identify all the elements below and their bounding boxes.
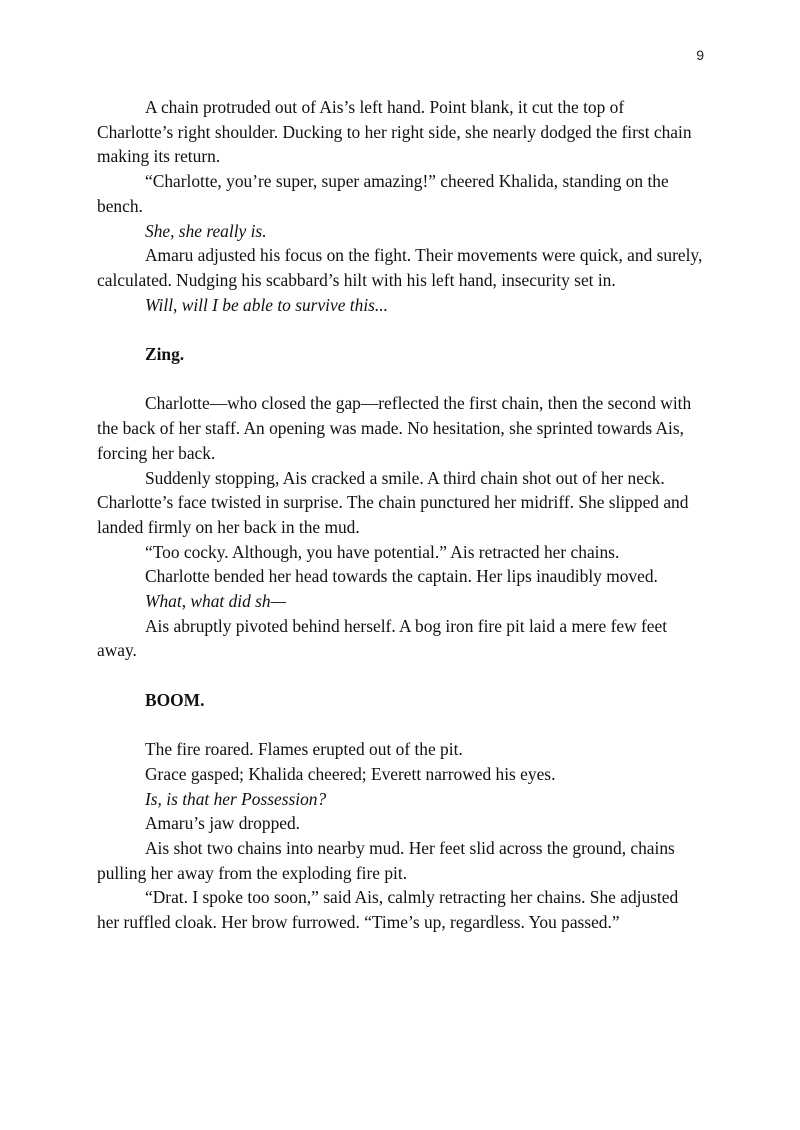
sound-effect: BOOM. bbox=[145, 689, 205, 710]
blank-line bbox=[97, 713, 703, 738]
sound-effect: Zing. bbox=[145, 344, 185, 365]
paragraph: “Too cocky. Although, you have potential.” Ais retracted her chains. bbox=[145, 541, 620, 562]
blank-line bbox=[97, 663, 703, 688]
document-body bbox=[97, 95, 703, 935]
paragraph: The fire roared. Flames erupted out of the pit. bbox=[145, 739, 463, 760]
paragraph: A chain protruded out of Ais’s left hand. Point blank, it cut the top of Charlotte’s right shoulder. Ducking to her right side, she nearly dodged the first chain making its return. bbox=[97, 97, 692, 167]
page-number: 9 bbox=[696, 47, 704, 63]
paragraph: “Charlotte, you’re super, super amazing!” cheered Khalida, standing on the bench. bbox=[97, 171, 669, 216]
paragraph: Suddenly stopping, Ais cracked a smile. A third chain shot out of her neck. Charlotte’s face twisted in surprise. The chain punctured her midriff. She slipped and landed firmly on her back in the mud. bbox=[97, 467, 689, 537]
italic-thought: Is, is that her Possession? bbox=[145, 788, 327, 809]
italic-thought: What, what did sh— bbox=[145, 591, 287, 612]
paragraph: Charlotte bended her head towards the captain. Her lips inaudibly moved. bbox=[145, 566, 658, 587]
paragraph: Ais shot two chains into nearby mud. Her feet slid across the ground, chains pulling her away from the exploding fire pit. bbox=[97, 838, 675, 883]
paragraph: “Drat. I spoke too soon,” said Ais, calmly retracting her chains. She adjusted her ruffled cloak. Her brow furrowed. “Time’s up, regardless. You passed.” bbox=[97, 887, 679, 933]
blank-line bbox=[97, 317, 703, 342]
italic-thought: She, she really is. bbox=[145, 220, 267, 241]
paragraph: Amaru adjusted his focus on the fight. Their movements were quick, and surely, calculated. Nudging his scabbard’s hilt with his left hand, insecurity set in. bbox=[97, 245, 703, 290]
paragraph: Charlotte—who closed the gap—reflected the first chain, then the second with the back of her staff. An opening was made. No hesitation, she sprinted towards Ais, forcing her back. bbox=[97, 393, 692, 463]
paragraph: Amaru’s jaw dropped. bbox=[145, 813, 301, 834]
paragraph: Grace gasped; Khalida cheered; Everett narrowed his eyes. bbox=[145, 763, 556, 784]
blank-line bbox=[97, 367, 703, 392]
italic-thought: Will, will I be able to survive this... bbox=[145, 294, 388, 315]
paragraph: Ais abruptly pivoted behind herself. A bog iron fire pit laid a mere few feet away. bbox=[97, 615, 668, 661]
